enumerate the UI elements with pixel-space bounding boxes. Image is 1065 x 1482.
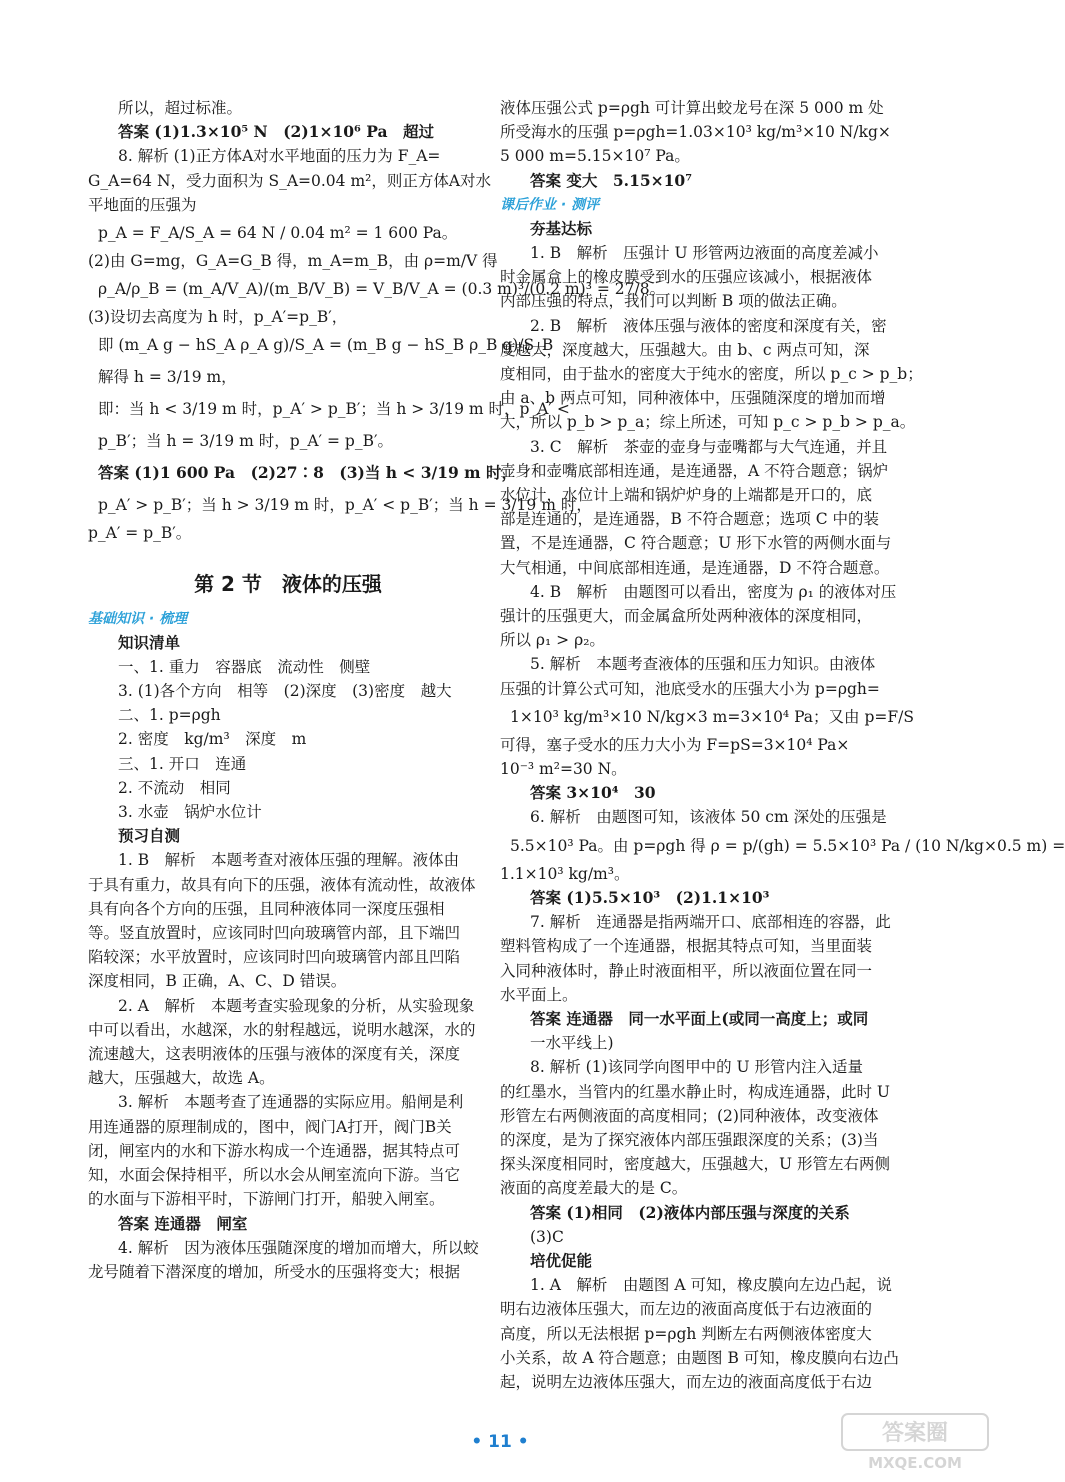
text-line: 1. B 解析 压强计 U 形管两边液面的高度差减小 xyxy=(530,244,879,263)
text-line: G_A=64 N，受力面积为 S_A=0.04 m²，则正方体A对水 xyxy=(88,171,492,190)
text-line: 度越大，深度越大，压强越大。由 b、c 两点可知，深 xyxy=(500,340,870,359)
text-line: 液体压强公式 p=ρgh 可计算出蛟龙号在深 5 000 m 处 xyxy=(500,99,884,117)
subheading: 夯基达标 xyxy=(530,218,593,238)
text-line: 入同种液体时，静止时液面相平，所以液面位置在同一 xyxy=(500,961,873,980)
text-line: 三、1. 开口 连通 xyxy=(118,754,247,773)
formula-line: 即 (m_A g − hS_A ρ_A g)/S_A = (m_B g − hS_B ρ_B g)/S_B xyxy=(98,336,554,355)
text-line: 8. 解析 (1)该同学向图甲中的 U 形管内注入适量 xyxy=(530,1058,864,1077)
text-line: 强计的压强更大，而金属盒所处两种液体的深度相同， xyxy=(500,607,873,626)
text-line: 水位计，水位计上端和锅炉炉身的上端都是开口的，底 xyxy=(500,486,873,505)
text-line: 大气相通，中间底部相连通，是连通器，D 不符合题意。 xyxy=(500,558,890,577)
formula-line: p_B′；当 h = 3/19 m 时，p_A′ = p_B′。 xyxy=(98,432,393,451)
text-line: 5 000 m=5.15×10⁷ Pa。 xyxy=(500,147,690,166)
answer-line: 答案 连通器 闸室 xyxy=(118,1213,248,1233)
formula-line: 5.5×10³ Pa。由 p=ρgh 得 ρ = p/(gh) = 5.5×10³ Pa / (10 N/kg×0.5 m) = xyxy=(510,836,1065,855)
text-line: 置，不是连通器，C 符合题意；U 形下水管的两侧水面与 xyxy=(500,534,892,553)
subheading: 知识清单 xyxy=(118,632,181,652)
text-line: 知，水面会保持相平，所以水会从闸室流向下游。当它 xyxy=(88,1166,461,1185)
text-line: 深度相同，B 正确，A、C、D 错误。 xyxy=(88,972,347,991)
text-line: 2. B 解析 液体压强与液体的密度和深度有关，密 xyxy=(530,316,887,335)
text-line: 用连通器的原理制成的，图中，阀门A打开，阀门B关 xyxy=(88,1117,452,1136)
text-line: 所受海水的压强 p=ρgh=1.03×10³ kg/m³×10 N/kg× xyxy=(500,123,891,142)
text-line: 3. 解析 本题考查了连通器的实际应用。船闸是利 xyxy=(118,1093,464,1112)
subheading: 培优促能 xyxy=(530,1250,593,1270)
text-line: 液面的高度差最大的是 C。 xyxy=(500,1179,688,1198)
formula-line: 1×10³ kg/m³×10 N/kg×3 m=3×10⁴ Pa；又由 p=F/S xyxy=(510,707,914,726)
text-line: 形管左右两侧液面的高度相同；(2)同种液体，改变液体 xyxy=(500,1106,879,1125)
section-tag: 基础知识 · 梳理 xyxy=(88,610,188,627)
formula-line: 解得 h = 3/19 m， xyxy=(98,368,237,387)
formula-line: p_A′ > p_B′；当 h > 3/19 m 时，p_A′ < p_B′；当 h = 3/19 m 时， xyxy=(98,496,592,515)
answer-line: 答案 3×10⁴ 30 xyxy=(530,783,656,803)
text-line: (3)设切去高度为 h 时，p_A′=p_B′， xyxy=(88,308,348,327)
text-line: 陷较深；水平放置时，应该同时凹向玻璃管内部且凹陷 xyxy=(88,948,461,967)
text-line: 闭，闸室内的水和下游水构成一个连通器，据其特点可 xyxy=(88,1141,461,1160)
text-line: 等。竖直放置时，应该同时凹向玻璃管内部，且下端凹 xyxy=(88,924,461,943)
text-line: 8. 解析 (1)正方体A对水平地面的压力为 F_A= xyxy=(118,147,441,166)
text-line: 压强的计算公式可知，池底受水的压强大小为 p=ρgh= xyxy=(500,679,880,698)
text-line: 5. 解析 本题考查液体的压强和压力知识。由液体 xyxy=(530,655,876,674)
text-line: 流速越大，这表明液体的压强与液体的深度有关，深度 xyxy=(88,1045,461,1064)
text-line: 越大，压强越大，故选 A。 xyxy=(88,1069,275,1088)
formula-line: p_A′ = p_B′。 xyxy=(88,524,192,543)
text-line: 具有向各个方向的压强，且同种液体同一深度压强相 xyxy=(88,899,445,918)
text-line: 1. B 解析 本题考查对液体压强的理解。液体由 xyxy=(118,851,460,870)
text-line: 时金属盒上的橡皮膜受到水的压强应该减小，根据液体 xyxy=(500,268,873,287)
text-line: 小关系，故 A 符合题意；由题图 B 可知，橡皮膜向右边凸 xyxy=(500,1348,899,1367)
answer-line: 答案 变大 5.15×10⁷ xyxy=(530,170,692,190)
text-line: 二、1. p=ρgh xyxy=(118,706,221,725)
text-line: 所以 ρ₁ > ρ₂。 xyxy=(500,631,605,650)
text-line: 1. A 解析 由题图 A 可知，橡皮膜向左边凸起，说 xyxy=(530,1276,892,1295)
text-line: 明右边液体压强大，而左边的液面高度低于右边液面的 xyxy=(500,1300,873,1319)
text-line: 所以，超过标准。 xyxy=(118,99,243,117)
text-line: 3. C 解析 茶壶的壶身与壶嘴都与大气连通，并且 xyxy=(530,437,888,456)
text-line: 度相同，由于盐水的密度大于纯水的密度，所以 p_c > p_b； xyxy=(500,365,923,384)
text-line: 的深度，是为了探究液体内部压强跟深度的关系；(3)当 xyxy=(500,1130,879,1149)
text-line: 一、1. 重力 容器底 流动性 侧壁 xyxy=(118,657,371,676)
text-line: 内部压强的特点，我们可以判断 B 项的做法正确。 xyxy=(500,292,847,311)
text-line: 1.1×10³ kg/m³。 xyxy=(500,864,630,883)
text-line: 龙号随着下潜深度的增加，所受水的压强将变大；根据 xyxy=(88,1262,461,1281)
text-line: 4. B 解析 由题图可以看出，密度为 ρ₁ 的液体对压 xyxy=(530,582,897,601)
text-line: 10⁻³ m²=30 N。 xyxy=(500,760,627,779)
text-line: 由 a、b 两点可知，同种液体中，压强随深度的增加而增 xyxy=(500,389,886,408)
text-line: 塑料管构成了一个连通器，根据其特点可知，当里面装 xyxy=(500,937,873,956)
text-line: 一水平线上) xyxy=(530,1034,614,1053)
watermark-logo-icon xyxy=(840,1412,990,1474)
page-number: • 11 • xyxy=(471,1432,529,1452)
text-line: 高度，所以无法根据 p=ρgh 判断左右两侧液体密度大 xyxy=(500,1324,872,1343)
text-line: 7. 解析 连通器是指两端开口、底部相连的容器，此 xyxy=(530,913,891,932)
text-line: 部是连通的，是连通器，B 不符合题意；选项 C 中的装 xyxy=(500,510,880,529)
answer-line: 答案 连通器 同一水平面上(或同一高度上；或同 xyxy=(530,1008,869,1028)
text-line: 2. 不流动 相同 xyxy=(118,778,231,797)
text-line: 3. 水壶 锅炉水位计 xyxy=(118,803,262,822)
section-tag: 课后作业 · 测评 xyxy=(500,196,600,213)
answer-line: 答案 (1)1.3×10⁵ N (2)1×10⁶ Pa 超过 xyxy=(118,122,434,142)
answer-line: 答案 (1)相同 (2)液体内部压强与深度的关系 xyxy=(530,1202,850,1222)
text-line: 4. 解析 因为液体压强随深度的增加而增大，所以蛟 xyxy=(118,1238,479,1257)
text-line: 水平面上。 xyxy=(500,985,578,1004)
subheading: 预习自测 xyxy=(118,826,181,846)
answer-line: 答案 (1)5.5×10³ (2)1.1×10³ xyxy=(530,887,770,907)
text-line: 6. 解析 由题图可知，该液体 50 cm 深处的压强是 xyxy=(530,808,887,827)
svg-text:MXQE.COM: MXQE.COM xyxy=(868,1454,962,1472)
text-line: (2)由 G=mg，G_A=G_B 得，m_A=m_B，由 ρ=m/V 得 xyxy=(88,252,498,271)
text-line: 中可以看出，水越深，水的射程越远，说明水越深，水的 xyxy=(88,1020,476,1039)
text-line: 可得，塞子受水的压力大小为 F=pS=3×10⁴ Pa× xyxy=(500,735,850,754)
text-line: 2. 密度 kg/m³ 深度 m xyxy=(118,730,307,749)
text-line: 大，所以 p_b > p_a；综上所述，可知 p_c > p_b > p_a。 xyxy=(500,413,916,432)
section-title: 第 2 节 液体的压强 xyxy=(194,571,382,596)
formula-line: p_A = F_A/S_A = 64 N / 0.04 m² = 1 600 Pa。 xyxy=(98,224,458,243)
text-line: 于具有重力，故具有向下的压强，液体有流动性，故液体 xyxy=(88,875,476,894)
text-line: 2. A 解析 本题考查实验现象的分析，从实验现象 xyxy=(118,996,475,1015)
formula-line: 即：当 h < 3/19 m 时，p_A′ > p_B′；当 h > 3/19 m 时，p_A′ < xyxy=(98,400,570,419)
answer-line: 答案 (1)1 600 Pa (2)27∶8 (3)当 h < 3/19 m 时， xyxy=(98,463,517,483)
text-line: 3. (1)各个方向 相等 (2)深度 (3)密度 越大 xyxy=(118,682,452,701)
text-line: 的水面与下游相平时，下游闸门打开，船驶入闸室。 xyxy=(88,1190,445,1209)
text-line: 平地面的压强为 xyxy=(88,195,197,214)
formula-line: ρ_A/ρ_B = (m_A/V_A)/(m_B/V_B) = V_B/V_A = (0.3 m)³/(0.2 m)³ = 27/8。 xyxy=(98,280,666,299)
svg-text:答案圈: 答案圈 xyxy=(881,1421,949,1446)
right-column xyxy=(500,96,1065,1394)
text-line: 起，说明左边液体压强大，而左边的液面高度低于右边 xyxy=(500,1372,873,1391)
text-line: 的红墨水，当管内的红墨水静止时，构成连通器，此时 U xyxy=(500,1082,890,1101)
text-line: (3)C xyxy=(530,1227,564,1246)
text-line: 探头深度相同时，密度越大，压强越大，U 形管左右两侧 xyxy=(500,1155,890,1174)
text-line: 壶身和壶嘴底部相连通，是连通器，A 不符合题意；锅炉 xyxy=(500,461,889,480)
